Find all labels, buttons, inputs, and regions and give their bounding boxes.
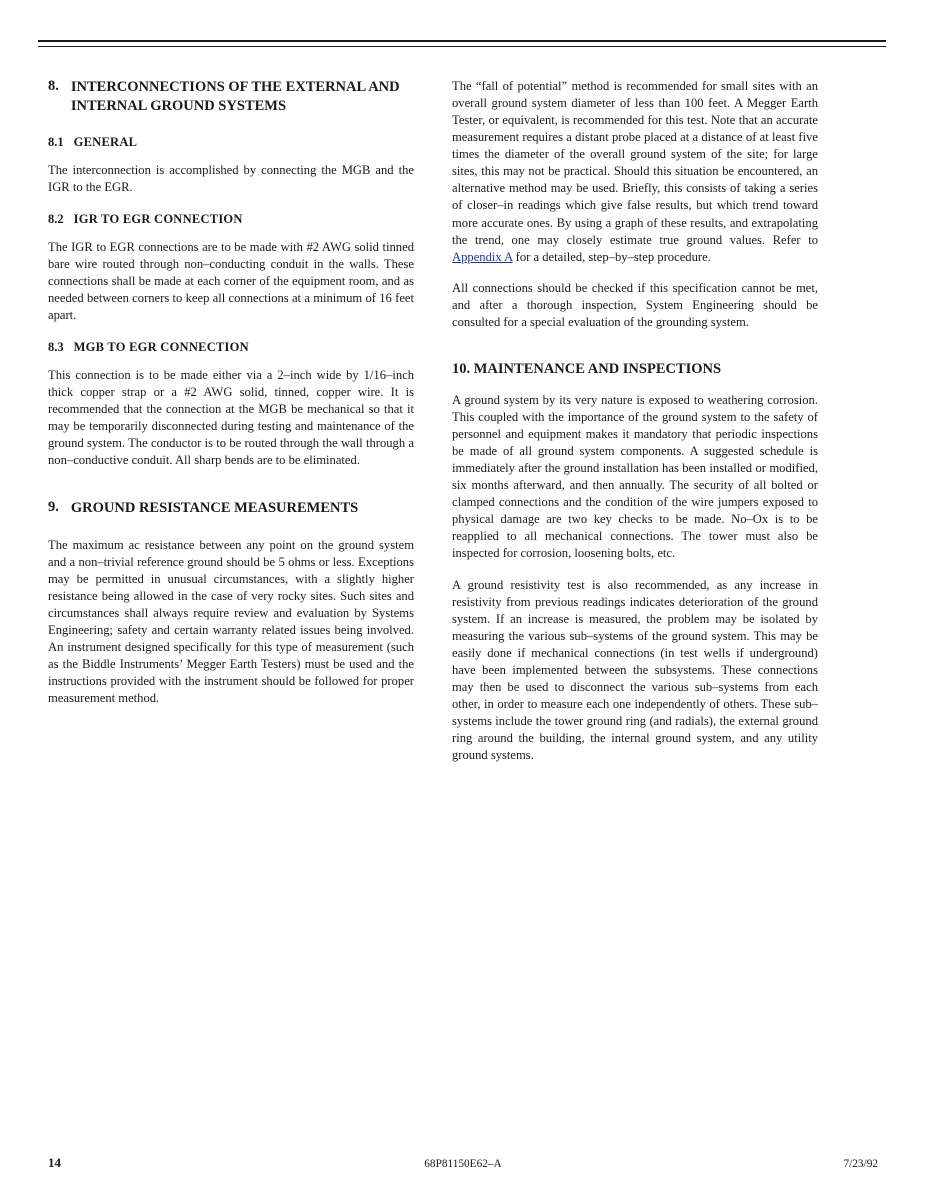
page-footer bbox=[48, 1155, 878, 1171]
subsection-heading-8-1 bbox=[48, 135, 414, 150]
appendix-a-link[interactable]: Appendix A bbox=[452, 249, 513, 264]
subsection-number-8-2: 8.2 bbox=[48, 211, 64, 226]
section-heading-9 bbox=[48, 499, 414, 518]
paragraph-all-connections: All connections should be checked if this specification cannot be met, and after a thorough inspection, System Engineering should be consulted for a special evaluation of the grounding system. bbox=[452, 280, 818, 329]
subsection-number-8-1: 8.1 bbox=[48, 134, 64, 149]
page-columns bbox=[48, 78, 878, 778]
paragraph-9-1: The maximum ac resistance between any point on the ground system and a non–trivial reference ground should be 5 ohms or less. Exceptions may be permitted in unusual circumstances, with a slightly higher resistance being allowed in the case of very rocky sites. Such sites and circumstances shall always require review and evaluation by Systems Engineering; safety and certain warranty related issues being involved. An instrument designed specifically for this type of measurement (such as the Biddle Instruments’ Megger Earth Testers) must be used and the instructions provided with the instrument should be followed for proper measurement method. bbox=[48, 537, 414, 706]
subsection-heading-8-2 bbox=[48, 212, 414, 227]
footer-page-number: 14 bbox=[48, 1155, 61, 1170]
footer-date: 7/23/92 bbox=[843, 1158, 878, 1170]
subsection-title-8-2: IGR TO EGR CONNECTION bbox=[73, 211, 243, 226]
paragraph-8-2-1: The IGR to EGR connections are to be made with #2 AWG solid tinned bare wire routed through non–conducting conduit in the walls. These connections shall be made at each corner of the equipment room, and as needed between corners to keep all connections at a minimum of 16 feet apart. bbox=[48, 239, 414, 322]
paragraph-8-3-1: This connection is to be made either via a 2–inch wide by 1/16–inch thick copper strap or a #2 AWG solid, tinned, copper wire. It is recommended that the connection at the MGB be mechanical so that it may be temporarily disconnected during testing and maintenance of the ground system. The conductor is to be routed through the wall through a non–conductive conduit. All sharp bends are to be eliminated. bbox=[48, 368, 414, 468]
subsection-number-8-3: 8.3 bbox=[48, 340, 64, 354]
paragraph-10-2: A ground resistivity test is also recommended, as any increase in resistivity from previous readings indicates deterioration of the ground system. If an increase is measured, the problem may be isolated by measuring the various sub–systems of the ground system. This may be easily done if mechanical connections (in test wells if underground) have been implemented between the subsystems. These connections may then be used to disconnect the various sub–systems from each other, in order to measure each one independently of others. These sub–systems include the tower ground ring (and radials), the external ground ring around the building, the internal ground system, and any utility ground systems. bbox=[452, 577, 818, 763]
section-spacer bbox=[48, 483, 414, 499]
subsection-title-8-1: GENERAL bbox=[73, 134, 138, 149]
footer-document-id: 68P81150E62–A bbox=[424, 1158, 502, 1170]
paragraph-fall-of-potential bbox=[452, 78, 818, 266]
section-title-8: INTERCONNECTIONS OF THE EXTERNAL AND INTERNAL GROUND SYSTEMS bbox=[70, 79, 400, 115]
left-column bbox=[48, 78, 414, 778]
header-rule-top bbox=[38, 40, 886, 42]
subsection-heading-8-3 bbox=[48, 340, 414, 355]
section-number-9: 9. bbox=[48, 499, 59, 516]
paragraph-8-1-1: The interconnection is accomplished by connecting the MGB and the IGR to the EGR. bbox=[48, 162, 414, 194]
right-column bbox=[452, 78, 818, 778]
section-number-8: 8. bbox=[48, 78, 59, 94]
paragraph-10-1: A ground system by its very nature is exposed to weathering corrosion. This coupled with the importance of the ground system to the safety of personnel and equipment makes it mandatory that periodic inspections be made of all ground system components. A suggested schedule is immediately after the ground installation has been installed or modified, six months afterward, and then annually. The security of all bolted or clamped connections and the condition of the wire jumpers exposed to physical damage are two key checks to be made. No–Ox is to be reapplied to all mechanical connections. The tower must also be inspected for corrosion, loosening bolts, etc. bbox=[452, 392, 818, 561]
section-spacer-right bbox=[452, 345, 818, 361]
section-title-9: GROUND RESISTANCE MEASUREMENTS bbox=[70, 500, 359, 517]
section-heading-10: 10. MAINTENANCE AND INSPECTIONS bbox=[452, 360, 722, 377]
header-rule-bottom bbox=[38, 46, 886, 47]
paragraph-text-before-link: The “fall of potential” method is recommended for small sites with an overall ground system diameter of less than 100 feet. A Megger Earth Tester, or equivalent, is recommended for this test. Note that an accurate measurement requires a distant probe placed at a distance of at least five times the diameter of the overall ground system of the site; for large sites, this may not be practical. Should this situation be encountered, an alternative method may be used. Briefly, this consists of taking a series of closer–in readings which give false results, but which trend toward more accurate ones. By using a graph of these results, and extrapolating the trend, one may closely estimate true ground values. Refer to bbox=[452, 79, 818, 247]
paragraph-text-after-link: for a detailed, step–by–step procedure. bbox=[512, 249, 711, 264]
subsection-title-8-3: MGB TO EGR CONNECTION bbox=[73, 340, 249, 354]
header-rules bbox=[38, 40, 886, 47]
section-heading-8 bbox=[48, 78, 414, 117]
